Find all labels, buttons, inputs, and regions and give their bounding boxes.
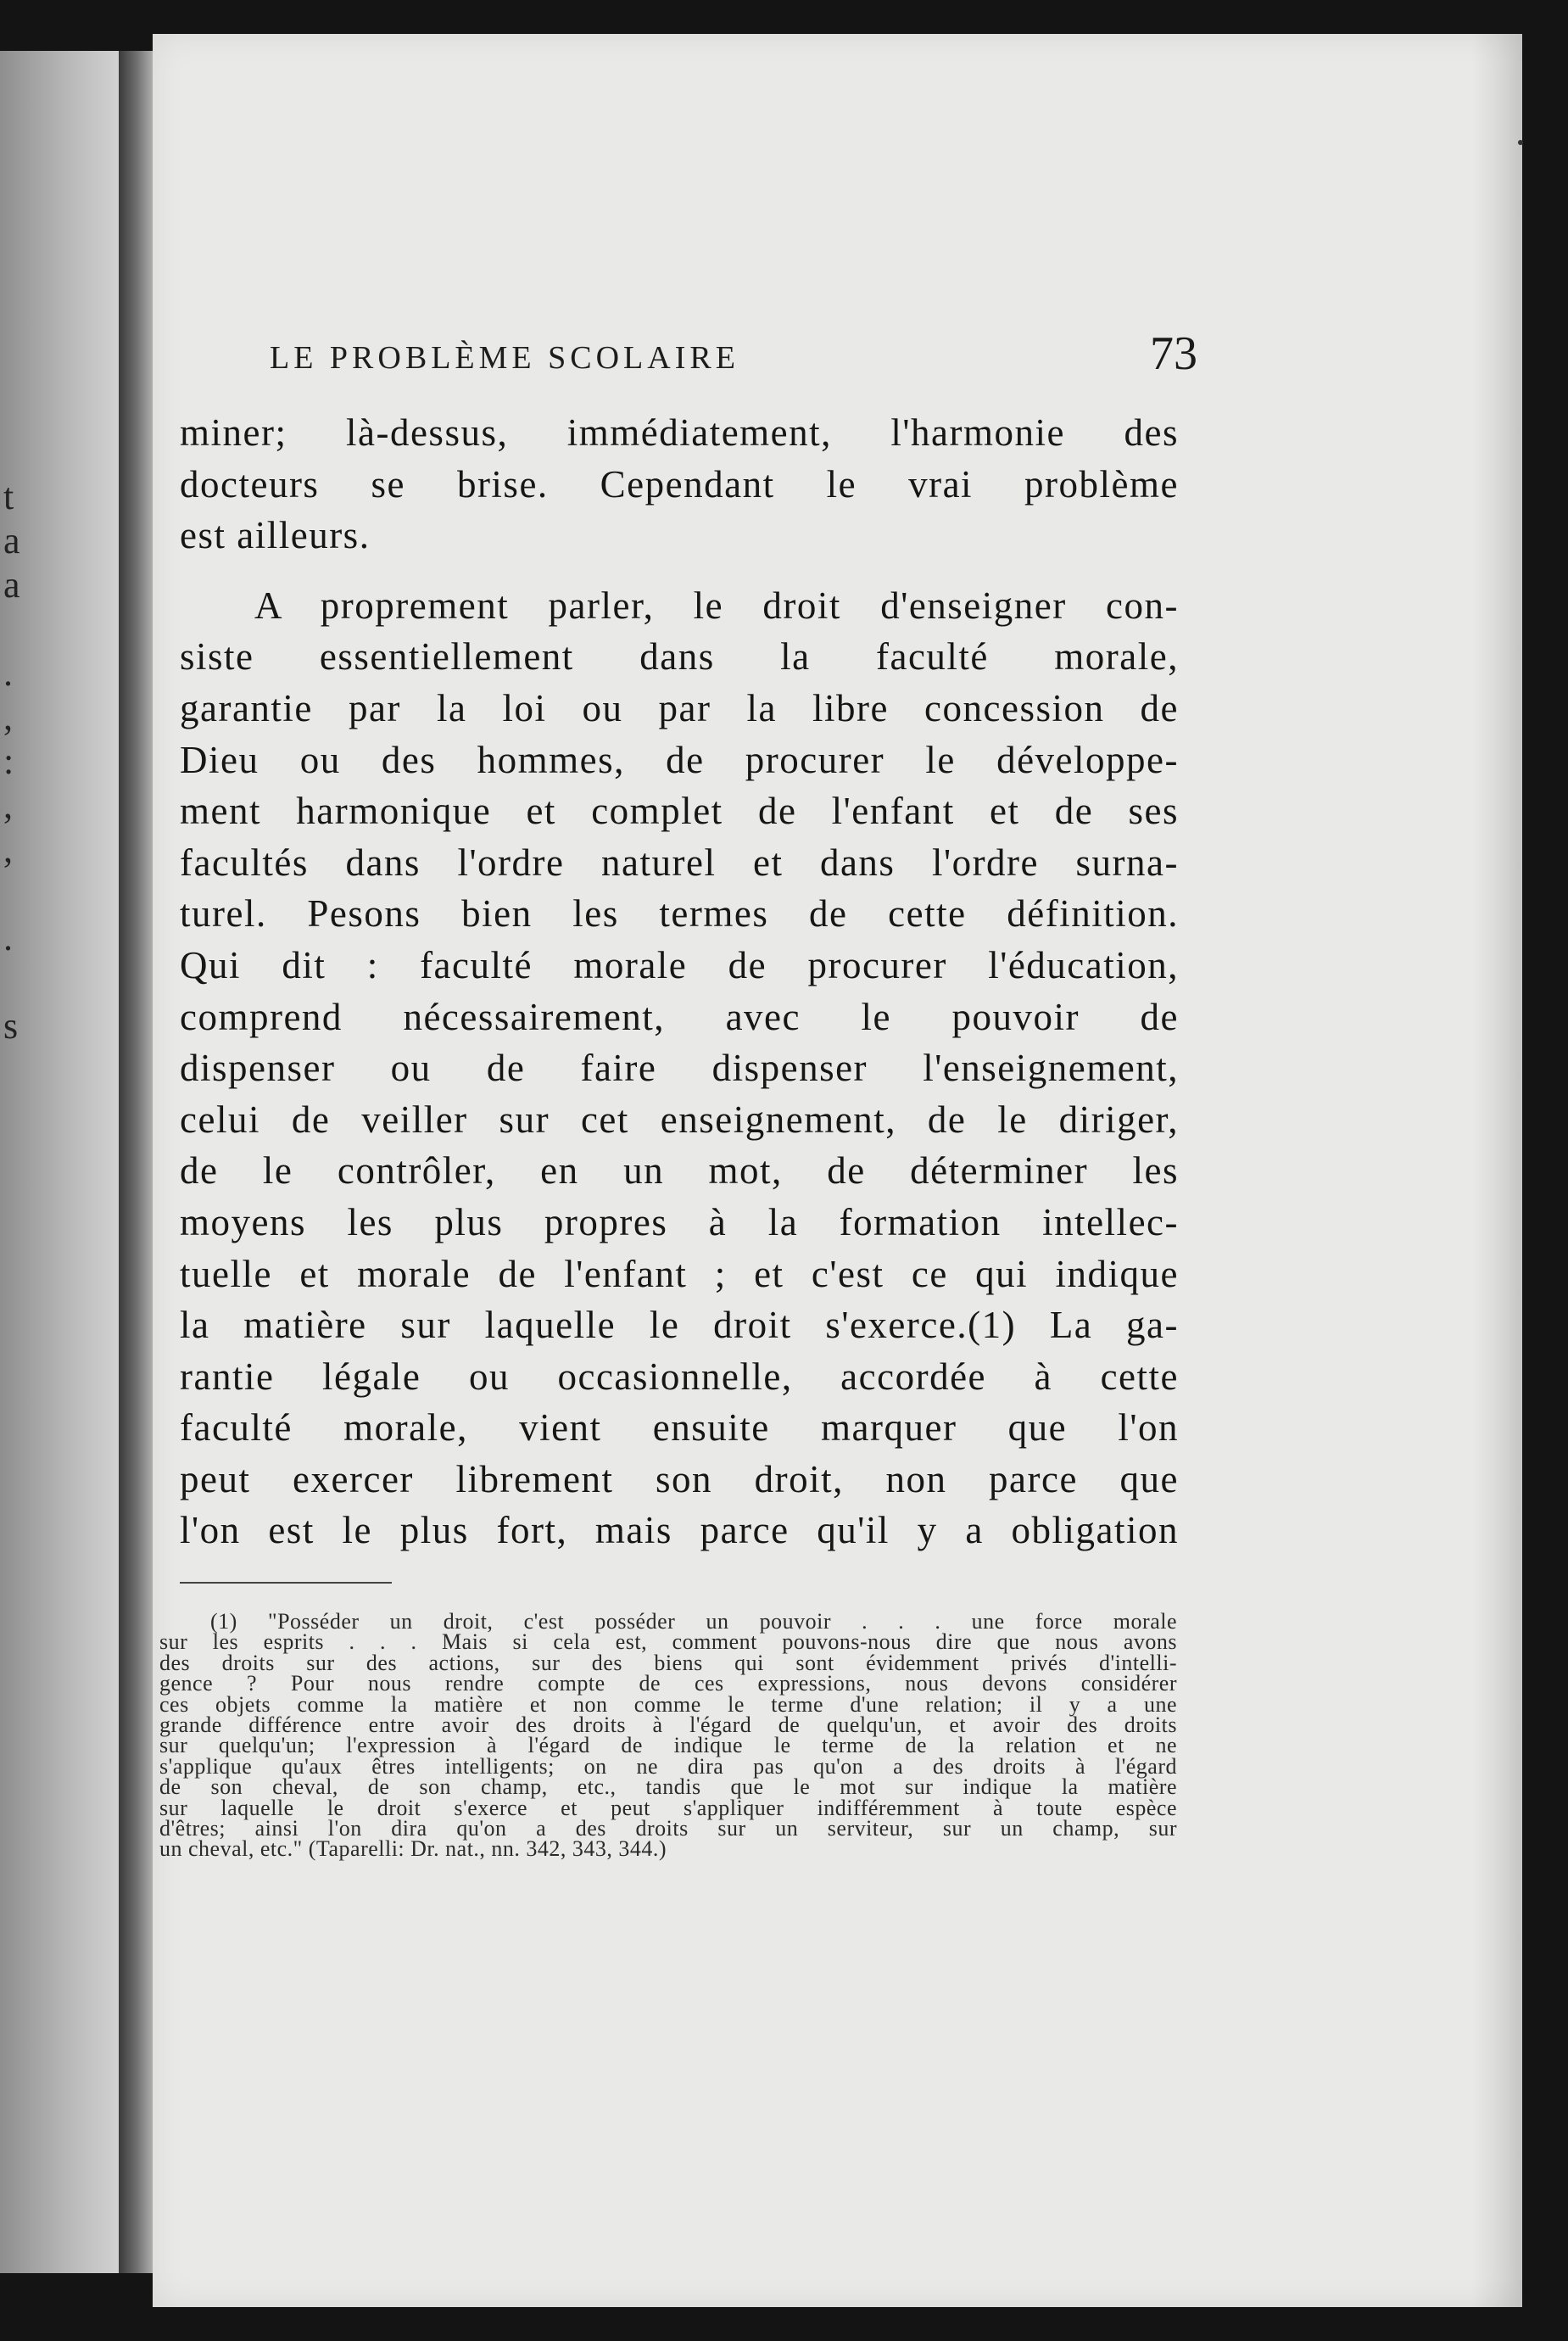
footnote-line: sur quelqu'un; l'expression à l'égard de indique le terme de la relation et ne <box>159 1733 1177 1758</box>
footnote-line: gence ? Pour nous rendre compte de ces expressions, nous devons considérer <box>159 1671 1177 1696</box>
body-line: l'on est le plus fort, mais parce qu'il y a obligation <box>180 1509 1179 1552</box>
body-line: faculté morale, vient ensuite marquer que l'on <box>180 1406 1179 1450</box>
body-line: peut exercer librement son droit, non parce que <box>180 1457 1179 1500</box>
body-line: rantie légale ou occasionnelle, accordée à cette <box>180 1355 1179 1398</box>
left-page-edge <box>0 51 127 2273</box>
body-line: de le contrôler, en un mot, de déterminer les <box>180 1149 1179 1193</box>
footnote-line: grande différence entre avoir des droits à l'égard de quelqu'un, et avoir des droits <box>159 1712 1177 1737</box>
footnote-line: sur laquelle le droit s'exerce et peut s'appliquer indifféremment à toute espèce <box>159 1795 1177 1820</box>
body-text <box>180 407 1179 1556</box>
footnote-line: un cheval, etc." (Taparelli: Dr. nat., nn. 342, 343, 344.) <box>159 1836 667 1862</box>
body-line: dispenser ou de faire dispenser l'enseignement, <box>180 1047 1179 1090</box>
body-line: A proprement parler, le droit d'enseigner con- <box>254 584 1179 627</box>
page-number: 73 <box>1150 327 1197 380</box>
footnote <box>159 1609 1177 1862</box>
body-line: est ailleurs. <box>180 514 371 557</box>
footnote-line: de son cheval, de son champ, etc., tandis que le mot sur indique la matière <box>159 1774 1177 1800</box>
body-line: comprend nécessairement, avec le pouvoir de <box>180 995 1179 1038</box>
body-line: celui de veiller sur cet enseignement, de le diriger, <box>180 1098 1179 1141</box>
body-line: siste essentiellement dans la faculté morale, <box>180 635 1179 679</box>
body-line: garantie par la loi ou par la libre concession de <box>180 686 1179 729</box>
body-line: miner; là-dessus, immédiatement, l'harmonie des <box>180 411 1179 454</box>
running-title: LE PROBLÈME SCOLAIRE <box>270 340 739 376</box>
body-line: docteurs se brise. Cependant le vrai problème <box>180 462 1179 506</box>
footnote-rule <box>180 1582 392 1584</box>
footnote-line: (1) "Posséder un droit, c'est posséder un pouvoir . . . une force morale <box>210 1609 1177 1634</box>
body-line: turel. Pesons bien les termes de cette définition. <box>180 892 1179 936</box>
footnote-line: ces objets comme la matière et non comme le terme d'une relation; il y a une <box>159 1691 1177 1717</box>
footnote-line: des droits sur des actions, sur des biens qui sont évidemment privés d'intelli- <box>159 1650 1177 1675</box>
body-line: facultés dans l'ordre naturel et dans l'ordre surna- <box>180 841 1179 884</box>
page-edge-shadow <box>1471 34 1522 2307</box>
footnote-line: d'êtres; ainsi l'on dira qu'on a des droits sur un serviteur, sur un champ, sur <box>159 1815 1177 1841</box>
footnote-line: sur les esprits . . . Mais si cela est, comment pouvons-nous dire que nous avons <box>159 1629 1177 1655</box>
speck <box>1518 140 1523 145</box>
body-line: Dieu ou des hommes, de procurer le développe- <box>180 738 1179 781</box>
body-line: ment harmonique et complet de l'enfant et de ses <box>180 790 1179 833</box>
left-page-fragments: t a a . , : , , . s <box>3 476 20 1047</box>
body-line: moyens les plus propres à la formation intellec- <box>180 1200 1179 1243</box>
body-line: tuelle et morale de l'enfant ; et c'est ce qui indique <box>180 1252 1179 1295</box>
body-line: la matière sur laquelle le droit s'exerce.(1) La ga- <box>180 1304 1179 1347</box>
footnote-line: s'applique qu'aux êtres intelligents; on ne dira pas qu'on a des droits à l'égard <box>159 1753 1177 1779</box>
body-line: Qui dit : faculté morale de procurer l'éducation, <box>180 943 1179 986</box>
